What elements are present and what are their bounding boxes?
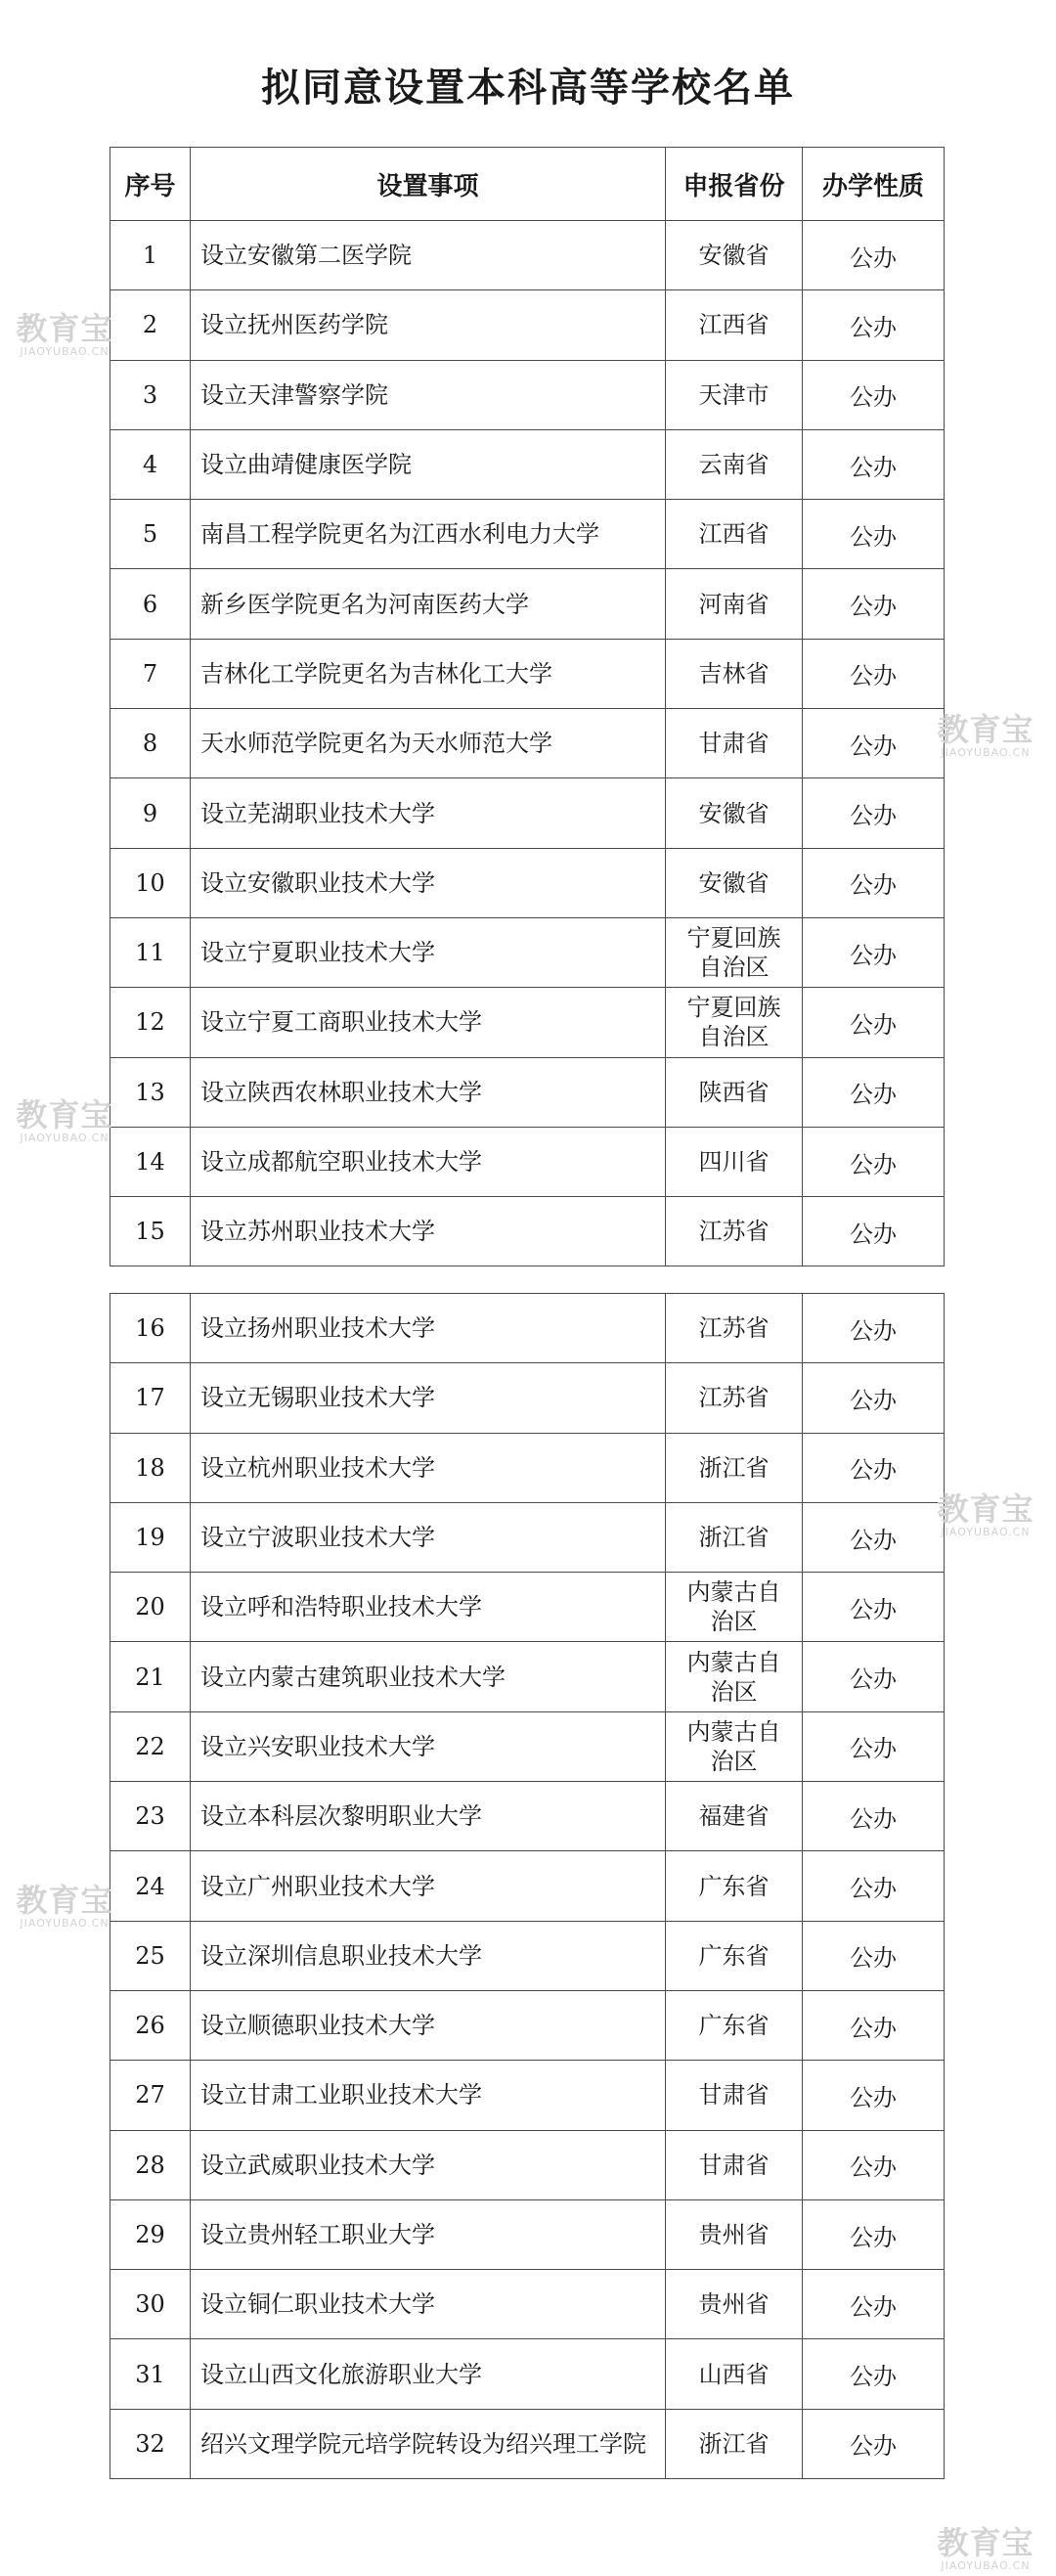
row-nature: 公办 bbox=[803, 2130, 945, 2199]
row-no: 29 bbox=[110, 2199, 191, 2269]
row-no: 17 bbox=[110, 1363, 191, 1433]
row-no: 25 bbox=[110, 1921, 191, 1990]
row-province: 江苏省 bbox=[666, 1363, 803, 1433]
table-row bbox=[110, 221, 945, 290]
row-no: 20 bbox=[110, 1573, 191, 1642]
table-row bbox=[110, 429, 945, 499]
row-nature: 公办 bbox=[803, 2339, 945, 2409]
table-row bbox=[110, 1502, 945, 1572]
table-row bbox=[110, 1990, 945, 2060]
row-no: 30 bbox=[110, 2270, 191, 2339]
row-province: 四川省 bbox=[666, 1127, 803, 1196]
row-no: 15 bbox=[110, 1197, 191, 1266]
row-province: 甘肃省 bbox=[666, 2061, 803, 2130]
row-province: 浙江省 bbox=[666, 1433, 803, 1502]
row-item: 天水师范学院更名为天水师范大学 bbox=[191, 709, 666, 778]
row-province: 广东省 bbox=[666, 1990, 803, 2060]
table-row bbox=[110, 360, 945, 429]
row-item: 设立苏州职业技术大学 bbox=[191, 1197, 666, 1266]
row-province: 宁夏回族自治区 bbox=[666, 988, 803, 1057]
row-item: 吉林化工学院更名为吉林化工大学 bbox=[191, 639, 666, 708]
row-province: 内蒙古自治区 bbox=[666, 1642, 803, 1711]
table-row bbox=[110, 1782, 945, 1851]
row-province: 河南省 bbox=[666, 569, 803, 639]
row-nature: 公办 bbox=[803, 1197, 945, 1266]
row-nature: 公办 bbox=[803, 1711, 945, 1781]
row-no: 19 bbox=[110, 1502, 191, 1572]
row-province: 陕西省 bbox=[666, 1057, 803, 1127]
table-row bbox=[110, 778, 945, 848]
row-nature: 公办 bbox=[803, 1363, 945, 1433]
row-province: 天津市 bbox=[666, 360, 803, 429]
row-nature: 公办 bbox=[803, 1502, 945, 1572]
table-row bbox=[110, 2130, 945, 2199]
table-row bbox=[110, 1294, 945, 1363]
table-row bbox=[110, 1573, 945, 1642]
row-no: 7 bbox=[110, 639, 191, 708]
row-province: 浙江省 bbox=[666, 2409, 803, 2478]
row-no: 5 bbox=[110, 500, 191, 569]
table-row bbox=[110, 917, 945, 987]
header-item: 设置事项 bbox=[191, 148, 666, 221]
row-no: 31 bbox=[110, 2339, 191, 2409]
row-no: 3 bbox=[110, 360, 191, 429]
table-row bbox=[110, 500, 945, 569]
row-item: 设立杭州职业技术大学 bbox=[191, 1433, 666, 1502]
row-item: 设立山西文化旅游职业大学 bbox=[191, 2339, 666, 2409]
row-item: 设立宁夏工商职业技术大学 bbox=[191, 988, 666, 1057]
row-no: 32 bbox=[110, 2409, 191, 2478]
row-no: 24 bbox=[110, 1851, 191, 1921]
table-row bbox=[110, 988, 945, 1057]
row-province: 贵州省 bbox=[666, 2270, 803, 2339]
row-item: 新乡医学院更名为河南医药大学 bbox=[191, 569, 666, 639]
row-item: 南昌工程学院更名为江西水利电力大学 bbox=[191, 500, 666, 569]
row-nature: 公办 bbox=[803, 1057, 945, 1127]
row-province: 甘肃省 bbox=[666, 2130, 803, 2199]
table-row bbox=[110, 2061, 945, 2130]
row-nature: 公办 bbox=[803, 1851, 945, 1921]
row-item: 设立宁波职业技术大学 bbox=[191, 1502, 666, 1572]
table-row bbox=[110, 1057, 945, 1127]
row-item: 设立宁夏职业技术大学 bbox=[191, 917, 666, 987]
row-province: 贵州省 bbox=[666, 2199, 803, 2269]
table-row bbox=[110, 709, 945, 778]
row-item: 设立贵州轻工职业大学 bbox=[191, 2199, 666, 2269]
row-no: 22 bbox=[110, 1711, 191, 1781]
row-nature: 公办 bbox=[803, 1642, 945, 1711]
row-no: 28 bbox=[110, 2130, 191, 2199]
watermark-logo: 教育宝 JIAOYUBAO.CN bbox=[937, 2524, 1034, 2572]
row-nature: 公办 bbox=[803, 848, 945, 917]
table-row bbox=[110, 2409, 945, 2478]
row-province: 山西省 bbox=[666, 2339, 803, 2409]
row-province: 福建省 bbox=[666, 1782, 803, 1851]
row-item: 设立安徽第二医学院 bbox=[191, 221, 666, 290]
row-province: 江苏省 bbox=[666, 1294, 803, 1363]
row-province: 内蒙古自治区 bbox=[666, 1573, 803, 1642]
row-no: 13 bbox=[110, 1057, 191, 1127]
row-no: 21 bbox=[110, 1642, 191, 1711]
row-nature: 公办 bbox=[803, 988, 945, 1057]
row-item: 设立武威职业技术大学 bbox=[191, 2130, 666, 2199]
row-nature: 公办 bbox=[803, 1127, 945, 1196]
row-province: 江西省 bbox=[666, 500, 803, 569]
watermark-logo: 教育宝 JIAOYUBAO.CN bbox=[937, 1490, 1034, 1538]
row-item: 设立本科层次黎明职业大学 bbox=[191, 1782, 666, 1851]
row-no: 4 bbox=[110, 429, 191, 499]
table-row bbox=[110, 569, 945, 639]
row-item: 设立甘肃工业职业技术大学 bbox=[191, 2061, 666, 2130]
row-province: 安徽省 bbox=[666, 848, 803, 917]
row-no: 9 bbox=[110, 778, 191, 848]
row-province: 广东省 bbox=[666, 1851, 803, 1921]
row-item: 设立兴安职业技术大学 bbox=[191, 1711, 666, 1781]
table-row bbox=[110, 848, 945, 917]
row-item: 设立扬州职业技术大学 bbox=[191, 1294, 666, 1363]
row-nature: 公办 bbox=[803, 639, 945, 708]
row-item: 设立深圳信息职业技术大学 bbox=[191, 1921, 666, 1990]
header-province: 申报省份 bbox=[666, 148, 803, 221]
row-item: 设立成都航空职业技术大学 bbox=[191, 1127, 666, 1196]
row-item: 设立安徽职业技术大学 bbox=[191, 848, 666, 917]
row-nature: 公办 bbox=[803, 1782, 945, 1851]
table-row bbox=[110, 1642, 945, 1711]
page-title: 拟同意设置本科高等学校名单 bbox=[261, 65, 795, 111]
row-nature: 公办 bbox=[803, 709, 945, 778]
row-no: 8 bbox=[110, 709, 191, 778]
schools-table-part-1 bbox=[110, 147, 945, 1266]
row-item: 设立铜仁职业技术大学 bbox=[191, 2270, 666, 2339]
row-nature: 公办 bbox=[803, 1921, 945, 1990]
table-row bbox=[110, 2199, 945, 2269]
table-row bbox=[110, 2339, 945, 2409]
table-row bbox=[110, 1711, 945, 1781]
row-no: 18 bbox=[110, 1433, 191, 1502]
row-no: 16 bbox=[110, 1294, 191, 1363]
row-nature: 公办 bbox=[803, 429, 945, 499]
header-no: 序号 bbox=[110, 148, 191, 221]
row-nature: 公办 bbox=[803, 1294, 945, 1363]
watermark-logo: 教育宝 JIAOYUBAO.CN bbox=[16, 1882, 113, 1930]
row-nature: 公办 bbox=[803, 778, 945, 848]
watermark-logo: 教育宝 JIAOYUBAO.CN bbox=[16, 1096, 113, 1144]
table-row bbox=[110, 2270, 945, 2339]
row-item: 设立陕西农林职业技术大学 bbox=[191, 1057, 666, 1127]
row-province: 江苏省 bbox=[666, 1197, 803, 1266]
row-item: 设立芜湖职业技术大学 bbox=[191, 778, 666, 848]
table-row bbox=[110, 1197, 945, 1266]
row-item: 绍兴文理学院元培学院转设为绍兴理工学院 bbox=[191, 2409, 666, 2478]
row-province: 吉林省 bbox=[666, 639, 803, 708]
row-nature: 公办 bbox=[803, 1990, 945, 2060]
row-item: 设立抚州医药学院 bbox=[191, 290, 666, 360]
watermark-logo: 教育宝 JIAOYUBAO.CN bbox=[16, 310, 113, 358]
row-province: 云南省 bbox=[666, 429, 803, 499]
row-no: 14 bbox=[110, 1127, 191, 1196]
row-nature: 公办 bbox=[803, 2409, 945, 2478]
row-no: 1 bbox=[110, 221, 191, 290]
row-nature: 公办 bbox=[803, 2270, 945, 2339]
watermark-logo: 教育宝 JIAOYUBAO.CN bbox=[937, 711, 1034, 759]
row-province: 安徽省 bbox=[666, 778, 803, 848]
row-item: 设立天津警察学院 bbox=[191, 360, 666, 429]
row-item: 设立内蒙古建筑职业技术大学 bbox=[191, 1642, 666, 1711]
row-no: 23 bbox=[110, 1782, 191, 1851]
row-no: 11 bbox=[110, 917, 191, 987]
row-province: 宁夏回族自治区 bbox=[666, 917, 803, 987]
row-nature: 公办 bbox=[803, 917, 945, 987]
table-row bbox=[110, 1851, 945, 1921]
row-province: 安徽省 bbox=[666, 221, 803, 290]
row-province: 浙江省 bbox=[666, 1502, 803, 1572]
table-row bbox=[110, 1921, 945, 1990]
row-province: 内蒙古自治区 bbox=[666, 1711, 803, 1781]
row-no: 27 bbox=[110, 2061, 191, 2130]
table-row bbox=[110, 1433, 945, 1502]
row-no: 26 bbox=[110, 1990, 191, 2060]
row-nature: 公办 bbox=[803, 221, 945, 290]
table-row bbox=[110, 639, 945, 708]
row-nature: 公办 bbox=[803, 500, 945, 569]
table-row bbox=[110, 290, 945, 360]
row-item: 设立广州职业技术大学 bbox=[191, 1851, 666, 1921]
row-province: 广东省 bbox=[666, 1921, 803, 1990]
table-row bbox=[110, 1363, 945, 1433]
row-province: 甘肃省 bbox=[666, 709, 803, 778]
row-nature: 公办 bbox=[803, 290, 945, 360]
row-nature: 公办 bbox=[803, 1433, 945, 1502]
row-item: 设立顺德职业技术大学 bbox=[191, 1990, 666, 2060]
row-province: 江西省 bbox=[666, 290, 803, 360]
row-nature: 公办 bbox=[803, 569, 945, 639]
row-nature: 公办 bbox=[803, 1573, 945, 1642]
row-item: 设立曲靖健康医学院 bbox=[191, 429, 666, 499]
row-nature: 公办 bbox=[803, 2199, 945, 2269]
row-nature: 公办 bbox=[803, 360, 945, 429]
header-nature: 办学性质 bbox=[803, 148, 945, 221]
row-no: 12 bbox=[110, 988, 191, 1057]
row-no: 10 bbox=[110, 848, 191, 917]
row-item: 设立无锡职业技术大学 bbox=[191, 1363, 666, 1433]
row-no: 2 bbox=[110, 290, 191, 360]
schools-table-part-2 bbox=[110, 1293, 945, 2479]
row-no: 6 bbox=[110, 569, 191, 639]
row-item: 设立呼和浩特职业技术大学 bbox=[191, 1573, 666, 1642]
table-row bbox=[110, 1127, 945, 1196]
row-nature: 公办 bbox=[803, 2061, 945, 2130]
table-header-row bbox=[110, 148, 945, 221]
